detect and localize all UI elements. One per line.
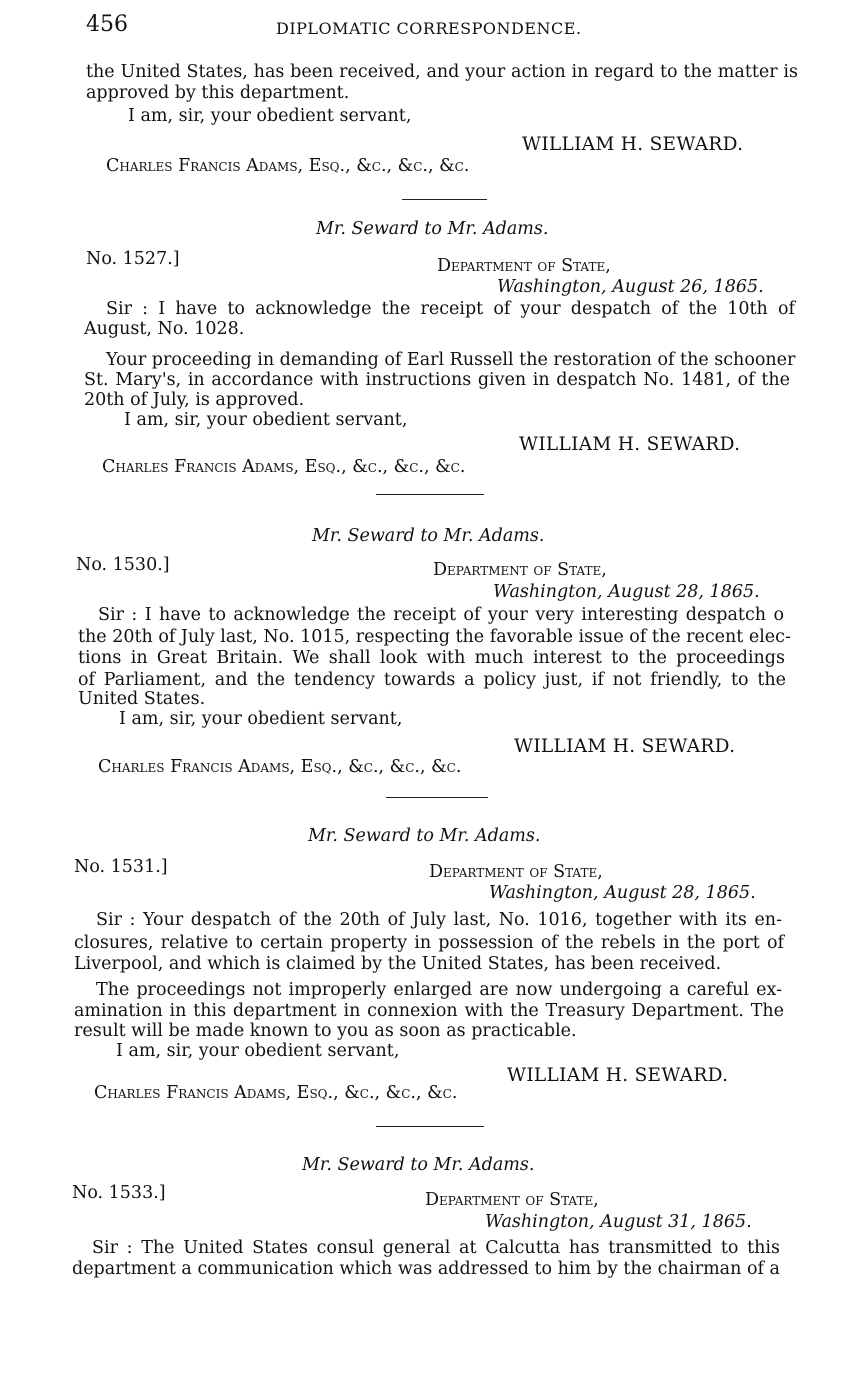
body-line: approved by this department.: [86, 83, 350, 103]
section-divider: [386, 797, 488, 798]
body-line: the United States, has been received, and your action in regard to the matter is: [86, 62, 798, 82]
letter-dateline: [497, 277, 764, 297]
letter-title: Mr. Seward to Mr. Adams.: [302, 1155, 535, 1175]
letter-number: No. 1530.]: [76, 555, 170, 575]
letter-department: Department of State,: [425, 1190, 599, 1210]
letter-date: August 28, 1865.: [604, 883, 756, 903]
letter-dateline: [493, 582, 760, 602]
closing-line: I am, sir, your obedient servant,: [119, 709, 403, 729]
closing-line: I am, sir, your obedient servant,: [116, 1041, 400, 1061]
letter-number: No. 1533.]: [72, 1183, 166, 1203]
letter-place: Washington,: [493, 582, 603, 602]
letter-date: August 31, 1865.: [600, 1212, 752, 1232]
body-line: tions in Great Britain. We shall look with much interest to the proceedings: [78, 648, 785, 668]
body-line: August, No. 1028.: [84, 319, 245, 339]
signature: WILLIAM H. SEWARD.: [514, 736, 736, 757]
letter-place: Washington,: [485, 1212, 595, 1232]
body-line: Sir : Your despatch of the 20th of July last, No. 1016, together with its en-: [96, 910, 782, 930]
body-line: department a communication which was addressed to him by the chairman of a: [72, 1259, 780, 1279]
body-line: The proceedings not improperly enlarged are now undergoing a careful ex-: [96, 980, 782, 1000]
letter-title: Mr. Seward to Mr. Adams.: [316, 219, 549, 239]
section-divider: [376, 494, 484, 495]
addressee: Charles Francis Adams, Esq., &c., &c., &c.: [102, 457, 466, 477]
closing-line: I am, sir, your obedient servant,: [128, 106, 412, 126]
letter-number: No. 1531.]: [74, 857, 168, 877]
body-line: Sir : I have to acknowledge the receipt of your despatch of the 10th of: [106, 299, 795, 319]
addressee: Charles Francis Adams, Esq., &c., &c., &c.: [98, 757, 462, 777]
signature: WILLIAM H. SEWARD.: [522, 134, 744, 155]
body-line: United States.: [78, 689, 206, 709]
body-line: closures, relative to certain property in possession of the rebels in the port of: [74, 933, 784, 953]
body-line: Liverpool, and which is claimed by the United States, has been received.: [74, 954, 722, 974]
body-line: the 20th of July last, No. 1015, respecting the favorable issue of the recent elec-: [78, 627, 791, 647]
body-line: St. Mary's, in accordance with instructions given in despatch No. 1481, of the: [84, 370, 790, 390]
addressee: Charles Francis Adams, Esq., &c., &c., &c.: [94, 1083, 458, 1103]
addressee: Charles Francis Adams, Esq., &c., &c., &c.: [106, 156, 470, 176]
body-line: of Parliament, and the tendency towards a policy just, if not friendly, to the: [78, 670, 786, 690]
section-divider: [402, 199, 487, 200]
running-title: DIPLOMATIC CORRESPONDENCE.: [276, 19, 582, 38]
body-line: Sir : I have to acknowledge the receipt of your very interesting despatch o: [98, 605, 784, 625]
letter-place: Washington,: [497, 277, 607, 297]
letter-department: Department of State,: [433, 560, 607, 580]
letter-title: Mr. Seward to Mr. Adams.: [312, 526, 545, 546]
letter-place: Washington,: [489, 883, 599, 903]
body-line: amination in this department in connexion with the Treasury Department. The: [74, 1001, 784, 1021]
page-header: [86, 12, 779, 40]
signature: WILLIAM H. SEWARD.: [519, 434, 741, 455]
section-divider: [376, 1126, 484, 1127]
closing-line: I am, sir, your obedient servant,: [124, 410, 408, 430]
body-line: Your proceeding in demanding of Earl Russell the restoration of the schooner: [106, 350, 796, 370]
letter-dateline: [485, 1212, 752, 1232]
letter-date: August 26, 1865.: [612, 277, 764, 297]
letter-department: Department of State,: [429, 862, 603, 882]
letter-number: No. 1527.]: [86, 249, 180, 269]
body-line: result will be made known to you as soon as practicable.: [74, 1021, 577, 1041]
body-line: Sir : The United States consul general at Calcutta has transmitted to this: [92, 1238, 780, 1258]
letter-date: August 28, 1865.: [608, 582, 760, 602]
letter-department: Department of State,: [437, 256, 611, 276]
letter-title: Mr. Seward to Mr. Adams.: [308, 826, 541, 846]
signature: WILLIAM H. SEWARD.: [507, 1065, 729, 1086]
letter-dateline: [489, 883, 756, 903]
body-line: 20th of July, is approved.: [84, 390, 305, 410]
page-number: 456: [86, 12, 128, 37]
